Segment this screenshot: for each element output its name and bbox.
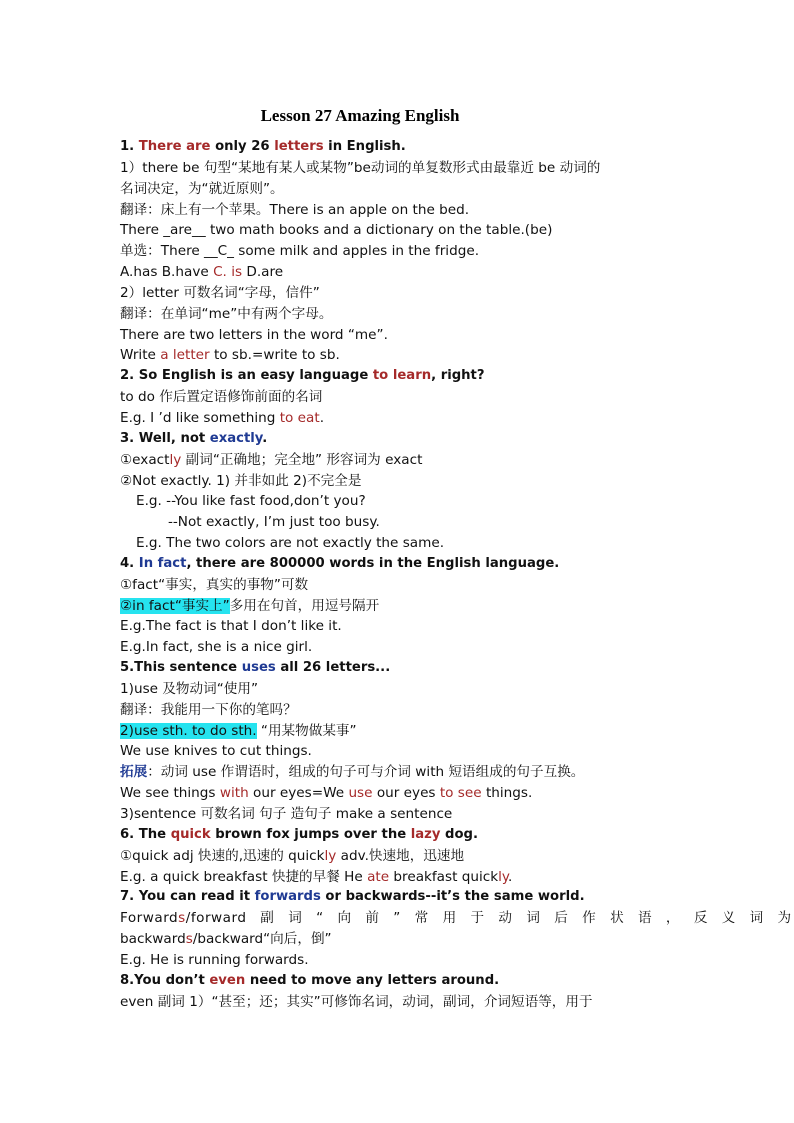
text: 副词“正确地；完全地” 形容词为 exact bbox=[181, 451, 423, 468]
key-word: letters bbox=[274, 139, 324, 154]
text: our eyes bbox=[372, 785, 440, 802]
key-phrase: a letter bbox=[160, 347, 210, 364]
heading-number: 1. bbox=[120, 139, 139, 154]
example-line: E.g. The two colors are not exactly the same. bbox=[136, 535, 445, 552]
key-phrase: to learn bbox=[372, 368, 432, 384]
text: Write bbox=[120, 347, 161, 364]
heading-text: or backwards--it’s the same world. bbox=[320, 889, 585, 905]
suffix: s bbox=[185, 931, 193, 948]
example-line: --Not exactly, I’m just too busy. bbox=[168, 514, 380, 531]
text: adv.快速地，迅速地 bbox=[336, 847, 465, 864]
note-line: 名词决定，为“就近原则”。 bbox=[120, 180, 284, 197]
key-phrase: to eat bbox=[279, 409, 320, 426]
text: things. bbox=[481, 785, 533, 802]
example-line: E.g.In fact, she is a nice girl. bbox=[120, 639, 313, 656]
text: ：动词 use 作谓语时，组成的句子可与介词 with 短语组成的句子互换。 bbox=[147, 764, 585, 781]
text: our eyes=We bbox=[248, 785, 349, 802]
heading-7 bbox=[120, 887, 676, 908]
heading-text: 6. The bbox=[120, 826, 171, 842]
text: E.g. I ’d like something bbox=[120, 409, 280, 426]
lesson-title: Lesson 27 Amazing English bbox=[260, 106, 460, 125]
translation-line: 翻译：我能用一下你的笔吗？ bbox=[120, 701, 297, 718]
text: Forward bbox=[120, 910, 179, 927]
text: backward bbox=[120, 931, 186, 948]
suffix: ly bbox=[169, 451, 182, 468]
extension-label: 拓展 bbox=[120, 764, 148, 781]
heading-text: in English. bbox=[323, 139, 406, 154]
text: to sb.=write to sb. bbox=[209, 347, 340, 364]
heading-text: dog. bbox=[440, 826, 478, 842]
option-text: D.are bbox=[242, 264, 284, 281]
heading-5 bbox=[120, 658, 676, 679]
heading-1 bbox=[120, 137, 676, 158]
note-line: ①fact“事实，真实的事物”可数 bbox=[120, 576, 309, 593]
heading-text: , there are 800000 words in the English language. bbox=[186, 555, 560, 571]
text: breakfast quick bbox=[389, 868, 499, 885]
key-word: quick bbox=[170, 826, 211, 842]
key-word: use bbox=[348, 785, 373, 802]
note-line bbox=[120, 929, 676, 950]
note-line bbox=[120, 908, 792, 929]
key-word: lazy bbox=[410, 826, 441, 842]
highlighted-phrase: ②in fact“事实上” bbox=[120, 597, 230, 614]
heading-text: 3. Well, not bbox=[120, 430, 210, 446]
key-word: forwards bbox=[254, 889, 321, 905]
heading-3 bbox=[120, 429, 676, 450]
key-phrase: There are bbox=[138, 139, 211, 154]
key-phrase: to see bbox=[439, 785, 482, 802]
key-word: uses bbox=[241, 660, 276, 676]
example-line: We use knives to cut things. bbox=[120, 743, 312, 760]
note-line: 3)sentence 可数名词 句子 造句子 make a sentence bbox=[120, 806, 453, 822]
example-line: E.g. He is running forwards. bbox=[120, 951, 309, 968]
heading-text: all 26 letters... bbox=[275, 660, 391, 676]
note-line: 1)use 及物动词“使用” bbox=[120, 680, 258, 697]
key-word: with bbox=[219, 785, 249, 802]
text: ①exact bbox=[120, 451, 170, 468]
heading-2 bbox=[120, 366, 676, 387]
suffix: s bbox=[178, 910, 186, 927]
heading-text: only 26 bbox=[210, 139, 275, 154]
highlighted-phrase: 2)use sth. to do sth. bbox=[120, 722, 257, 739]
heading-text: 4. bbox=[120, 555, 139, 571]
exercise-line: There _are__ two math books and a dictionary on the table.(be) bbox=[120, 222, 553, 239]
heading-8 bbox=[120, 971, 676, 992]
text: /backward“向后，倒” bbox=[192, 931, 332, 948]
text: E.g. a quick breakfast 快捷的早餐 He bbox=[120, 868, 368, 885]
example-line: E.g. --You like fast food,don’t you? bbox=[136, 493, 366, 510]
note-line: to do 作后置定语修饰前面的名词 bbox=[120, 389, 323, 406]
heading-text: 2. So English is an easy language bbox=[120, 368, 373, 384]
note-line: even 副词 1）“甚至；还；其实”可修饰名词，动词，副词，介词短语等，用于 bbox=[120, 993, 593, 1010]
heading-6 bbox=[120, 825, 676, 846]
text: . bbox=[508, 868, 513, 885]
heading-text: 7. You can read it bbox=[120, 889, 255, 905]
text: . bbox=[319, 409, 325, 426]
lesson-notes bbox=[120, 137, 792, 1012]
correct-option: C. is bbox=[213, 264, 243, 281]
note-line: 1）there be 句型“某地有某人或某物”be动词的单复数形式由最靠近 be 动词的 bbox=[120, 159, 601, 176]
heading-text: , right? bbox=[431, 368, 485, 384]
text: /forward 副 词 “ 向 前 ” 常 用 于 动 词 后 作 状 语 ， 反 义 词 为 bbox=[185, 910, 792, 927]
example-line: E.g.The fact is that I don’t like it. bbox=[120, 618, 342, 635]
text: 多用在句首，用逗号隔开 bbox=[229, 597, 380, 614]
example-line bbox=[120, 345, 676, 366]
heading-4 bbox=[120, 554, 676, 575]
translation-line: 翻译：在单词“me”中有两个字母。 bbox=[120, 305, 333, 322]
example-line bbox=[120, 783, 676, 804]
heading-text: brown fox jumps over the bbox=[210, 826, 411, 842]
heading-text: need to move any letters around. bbox=[245, 972, 500, 988]
example-line bbox=[120, 408, 676, 429]
suffix: ly bbox=[498, 868, 509, 885]
key-word: even bbox=[209, 972, 246, 988]
text: “用某物做某事” bbox=[256, 722, 357, 739]
heading-text: 8.You don’t bbox=[120, 972, 210, 988]
example-line: There are two letters in the word “me”. bbox=[120, 326, 388, 343]
suffix: ly bbox=[324, 847, 337, 864]
choice-question: 单选：There __C_ some milk and apples in the fridge. bbox=[120, 243, 480, 260]
translation-line: 翻译：床上有一个苹果。There is an apple on the bed. bbox=[120, 201, 470, 218]
text: We see things bbox=[120, 785, 220, 802]
note-line: 2）letter 可数名词“字母，信件” bbox=[120, 284, 320, 301]
example-line bbox=[120, 867, 676, 888]
heading-text: 5.This sentence bbox=[120, 660, 242, 676]
heading-text: . bbox=[262, 430, 268, 446]
choice-options bbox=[120, 262, 676, 283]
key-word: ate bbox=[367, 868, 390, 885]
note-line bbox=[120, 721, 676, 742]
note-line bbox=[120, 450, 676, 471]
note-line: ②Not exactly. 1) 并非如此 2)不完全是 bbox=[120, 472, 362, 489]
extension-line bbox=[120, 762, 676, 783]
note-line bbox=[120, 596, 676, 617]
text: ①quick adj 快速的,迅速的 quick bbox=[120, 847, 325, 864]
key-word: exactly bbox=[209, 430, 263, 446]
option-text: A.has B.have bbox=[120, 264, 214, 281]
note-line bbox=[120, 846, 676, 867]
key-phrase: In fact bbox=[138, 555, 187, 571]
